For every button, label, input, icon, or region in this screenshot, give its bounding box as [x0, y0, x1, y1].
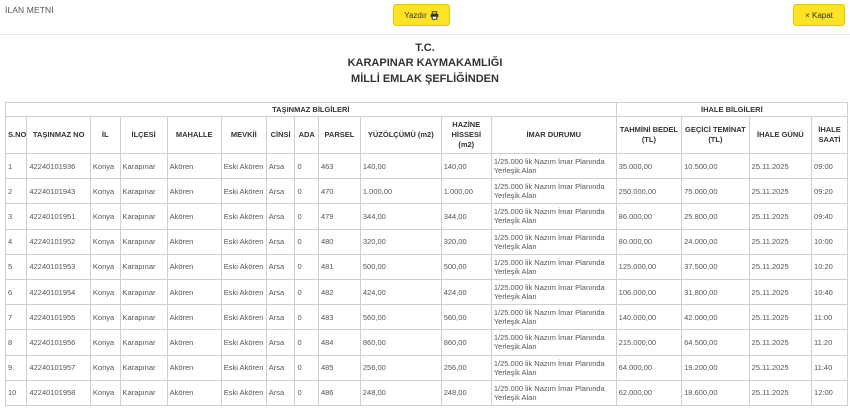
table-cell: 10 — [6, 380, 27, 405]
table-cell: 0 — [295, 305, 319, 330]
table-cell: 320,00 — [360, 229, 441, 254]
table-cell: 42240101951 — [27, 204, 90, 229]
table-cell: 2 — [6, 179, 27, 204]
table-cell: 1/25.000 lik Nazım İmar Planında Yerleşik Alan — [491, 330, 616, 355]
table-cell: 1 — [6, 154, 27, 179]
table-cell: 500,00 — [441, 254, 491, 279]
table-cell: 10:20 — [812, 254, 848, 279]
table-row — [6, 279, 848, 304]
table-cell: 125.000,00 — [616, 254, 681, 279]
table-cell: 5 — [6, 254, 27, 279]
column-header: HAZİNE HİSSESİ (m2) — [441, 117, 491, 154]
table-cell: 25.11.2025 — [749, 330, 811, 355]
table-cell: 248,00 — [441, 380, 491, 405]
column-header: TAHMİNİ BEDEL (TL) — [616, 117, 681, 154]
group-header-property: TAŞINMAZ BİLGİLERİ — [6, 103, 617, 117]
table-cell: 0 — [295, 154, 319, 179]
table-cell: 479 — [318, 204, 360, 229]
table-cell: 0 — [295, 254, 319, 279]
table-cell: 1/25.000 lik Nazım İmar Planında Yerleşik Alan — [491, 305, 616, 330]
table-cell: 18.600,00 — [682, 380, 750, 405]
table-cell: 1/25.000 lik Nazım İmar Planında Yerleşik Alan — [491, 179, 616, 204]
table-cell: 1/25.000 lik Nazım İmar Planında Yerleşik Alan — [491, 254, 616, 279]
table-cell: 0 — [295, 380, 319, 405]
table-cell: 7 — [6, 305, 27, 330]
table-cell: Arsa — [266, 355, 295, 380]
table-cell: 10:40 — [812, 279, 848, 304]
table-row — [6, 204, 848, 229]
table-cell: 486 — [318, 380, 360, 405]
column-header: İL — [90, 117, 120, 154]
table-cell: 250.000,00 — [616, 179, 681, 204]
column-header: GEÇİCİ TEMİNAT (TL) — [682, 117, 750, 154]
page-title: İLAN METNİ — [5, 5, 54, 15]
table-cell: 75.000,00 — [682, 179, 750, 204]
table-cell: 140.000,00 — [616, 305, 681, 330]
column-header: İHALE GÜNÜ — [749, 117, 811, 154]
table-cell: 42240101955 — [27, 305, 90, 330]
table-cell: 25.11.2025 — [749, 204, 811, 229]
table-cell: 1/25.000 lik Nazım İmar Planında Yerleşik Alan — [491, 355, 616, 380]
group-header-row — [6, 103, 848, 117]
table-cell: 09:20 — [812, 179, 848, 204]
table-cell: 1.000,00 — [441, 179, 491, 204]
table-cell: 344,00 — [441, 204, 491, 229]
table-cell: Karapınar — [120, 330, 167, 355]
top-divider — [0, 34, 850, 35]
table-cell: 42240101943 — [27, 179, 90, 204]
table-cell: 25.11.2025 — [749, 254, 811, 279]
table-row — [6, 330, 848, 355]
table-cell: 3 — [6, 204, 27, 229]
table-cell: 25.11.2025 — [749, 380, 811, 405]
print-button[interactable] — [393, 4, 450, 26]
table-cell: Akören — [167, 229, 221, 254]
column-header: İLÇESİ — [120, 117, 167, 154]
table-cell: Konya — [90, 279, 120, 304]
table-cell: Konya — [90, 355, 120, 380]
table-cell: 1/25.000 lik Nazım İmar Planında Yerleşik Alan — [491, 229, 616, 254]
table-cell: 37.500,00 — [682, 254, 750, 279]
table-cell: 482 — [318, 279, 360, 304]
column-header: İMAR DURUMU — [491, 117, 616, 154]
table-cell: 0 — [295, 330, 319, 355]
table-cell: 344,00 — [360, 204, 441, 229]
table-cell: Akören — [167, 330, 221, 355]
table-cell: 0 — [295, 179, 319, 204]
table-cell: 11:40 — [812, 355, 848, 380]
heading-line-2: KARAPINAR KAYMAKAMLIĞI — [347, 57, 503, 69]
table-cell: 4 — [6, 229, 27, 254]
table-cell: 42240101958 — [27, 380, 90, 405]
table-cell: Eski Akören — [221, 179, 266, 204]
table-cell: 42240101957 — [27, 355, 90, 380]
table-cell: Eski Akören — [221, 380, 266, 405]
table-cell: 215.000,00 — [616, 330, 681, 355]
table-cell: Eski Akören — [221, 330, 266, 355]
table-cell: 10:00 — [812, 229, 848, 254]
table-cell: 1/25.000 lik Nazım İmar Planında Yerleşik Alan — [491, 380, 616, 405]
column-header: MEVKİİ — [221, 117, 266, 154]
table-cell: 25.11.2025 — [749, 154, 811, 179]
table-cell: 0 — [295, 279, 319, 304]
table-cell: Karapınar — [120, 355, 167, 380]
table-cell: Akören — [167, 204, 221, 229]
table-cell: 1.000,00 — [360, 179, 441, 204]
table-cell: 09:40 — [812, 204, 848, 229]
table-cell: 248,00 — [360, 380, 441, 405]
table-cell: 1/25.000 lik Nazım İmar Planında Yerleşik Alan — [491, 279, 616, 304]
table-cell: Akören — [167, 305, 221, 330]
auction-table-container — [5, 102, 848, 406]
table-cell: Karapınar — [120, 380, 167, 405]
table-cell: 424,00 — [441, 279, 491, 304]
table-cell: 25.11.2025 — [749, 279, 811, 304]
table-cell: 42240101952 — [27, 229, 90, 254]
table-cell: 860,00 — [441, 330, 491, 355]
table-cell: Arsa — [266, 179, 295, 204]
table-cell: Arsa — [266, 229, 295, 254]
group-header-auction: İHALE BİLGİLERİ — [616, 103, 847, 117]
table-cell: 42240101936 — [27, 154, 90, 179]
table-cell: 64.000,00 — [616, 355, 681, 380]
table-cell: Konya — [90, 154, 120, 179]
table-cell: Karapınar — [120, 279, 167, 304]
table-cell: Eski Akören — [221, 279, 266, 304]
table-cell: 11:00 — [812, 305, 848, 330]
table-row — [6, 380, 848, 405]
table-cell: 10.500,00 — [682, 154, 750, 179]
table-cell: Arsa — [266, 154, 295, 179]
table-row — [6, 154, 848, 179]
table-cell: 9. — [6, 355, 27, 380]
table-cell: Konya — [90, 179, 120, 204]
table-cell: 25.11.2025 — [749, 229, 811, 254]
table-cell: Karapınar — [120, 254, 167, 279]
table-cell: Arsa — [266, 330, 295, 355]
table-cell: 35.000,00 — [616, 154, 681, 179]
table-cell: Karapınar — [120, 305, 167, 330]
table-cell: 256,00 — [441, 355, 491, 380]
table-cell: 80.000,00 — [616, 229, 681, 254]
table-cell: 25.11.2025 — [749, 355, 811, 380]
column-header: TAŞINMAZ NO — [27, 117, 90, 154]
table-cell: 64.500,00 — [682, 330, 750, 355]
table-cell: Akören — [167, 355, 221, 380]
table-cell: 6 — [6, 279, 27, 304]
column-header-row — [6, 117, 848, 154]
table-cell: 1/25.000 lik Nazım İmar Planında Yerleşik Alan — [491, 154, 616, 179]
column-header: MAHALLE — [167, 117, 221, 154]
table-cell: Eski Akören — [221, 229, 266, 254]
table-cell: Arsa — [266, 204, 295, 229]
table-cell: Arsa — [266, 254, 295, 279]
table-cell: 140,00 — [360, 154, 441, 179]
table-cell: Konya — [90, 380, 120, 405]
table-cell: 1/25.000 lik Nazım İmar Planında Yerleşik Alan — [491, 204, 616, 229]
table-body — [6, 154, 848, 406]
table-cell: 256,00 — [360, 355, 441, 380]
auction-table — [5, 102, 848, 406]
printer-icon — [430, 11, 439, 20]
table-cell: 19.200,00 — [682, 355, 750, 380]
top-bar — [0, 0, 850, 34]
table-cell: 09:00 — [812, 154, 848, 179]
table-cell: 0 — [295, 204, 319, 229]
heading-line-1: T.C. — [415, 42, 435, 54]
table-cell: Konya — [90, 229, 120, 254]
table-row — [6, 254, 848, 279]
heading-line-3: MİLLİ EMLAK ŞEFLİĞİNDEN — [351, 73, 499, 85]
table-cell: 12:00 — [812, 380, 848, 405]
table-cell: Eski Akören — [221, 305, 266, 330]
table-cell: Karapınar — [120, 154, 167, 179]
table-cell: Arsa — [266, 380, 295, 405]
table-cell: 483 — [318, 305, 360, 330]
table-cell: 11:20 — [812, 330, 848, 355]
table-cell: Karapınar — [120, 229, 167, 254]
table-cell: Konya — [90, 254, 120, 279]
table-cell: Akören — [167, 380, 221, 405]
column-header: ADA — [295, 117, 319, 154]
table-cell: Konya — [90, 330, 120, 355]
table-cell: Eski Akören — [221, 154, 266, 179]
table-cell: 42240101953 — [27, 254, 90, 279]
table-cell: Akören — [167, 154, 221, 179]
table-cell: 320,00 — [441, 229, 491, 254]
table-cell: 62.000,00 — [616, 380, 681, 405]
table-cell: 25.11.2025 — [749, 305, 811, 330]
close-button[interactable]: × Kapat — [793, 4, 845, 26]
table-cell: 480 — [318, 229, 360, 254]
table-cell: 485 — [318, 355, 360, 380]
table-cell: Konya — [90, 204, 120, 229]
column-header: S.NO — [6, 117, 27, 154]
column-header: PARSEL — [318, 117, 360, 154]
table-cell: 484 — [318, 330, 360, 355]
table-cell: 470 — [318, 179, 360, 204]
table-cell: 8 — [6, 330, 27, 355]
table-cell: 25.800,00 — [682, 204, 750, 229]
table-row — [6, 229, 848, 254]
table-row — [6, 355, 848, 380]
table-cell: Arsa — [266, 305, 295, 330]
table-cell: 42.000,00 — [682, 305, 750, 330]
table-cell: 140,00 — [441, 154, 491, 179]
table-cell: Karapınar — [120, 179, 167, 204]
table-cell: Akören — [167, 254, 221, 279]
table-cell: 500,00 — [360, 254, 441, 279]
table-row — [6, 179, 848, 204]
table-cell: 463 — [318, 154, 360, 179]
table-cell: 560,00 — [441, 305, 491, 330]
column-header: CİNSİ — [266, 117, 295, 154]
table-cell: 24.000,00 — [682, 229, 750, 254]
table-cell: Karapınar — [120, 204, 167, 229]
column-header: YÜZÖLÇÜMÜ (m2) — [360, 117, 441, 154]
table-cell: Arsa — [266, 279, 295, 304]
table-cell: Eski Akören — [221, 355, 266, 380]
table-cell: 106.000,00 — [616, 279, 681, 304]
table-cell: 424,00 — [360, 279, 441, 304]
table-cell: 86.000,00 — [616, 204, 681, 229]
table-cell: Eski Akören — [221, 204, 266, 229]
column-header: İHALE SAATİ — [812, 117, 848, 154]
table-row — [6, 305, 848, 330]
table-cell: Akören — [167, 179, 221, 204]
table-cell: Eski Akören — [221, 254, 266, 279]
table-cell: Akören — [167, 279, 221, 304]
table-cell: 0 — [295, 229, 319, 254]
table-cell: 560,00 — [360, 305, 441, 330]
table-cell: 42240101956 — [27, 330, 90, 355]
table-cell: 42240101954 — [27, 279, 90, 304]
table-cell: 31.800,00 — [682, 279, 750, 304]
table-cell: 0 — [295, 355, 319, 380]
table-cell: 25.11.2025 — [749, 179, 811, 204]
table-cell: 481 — [318, 254, 360, 279]
table-cell: 860,00 — [360, 330, 441, 355]
print-button-label: Yazdır — [404, 10, 427, 20]
table-cell: Konya — [90, 305, 120, 330]
